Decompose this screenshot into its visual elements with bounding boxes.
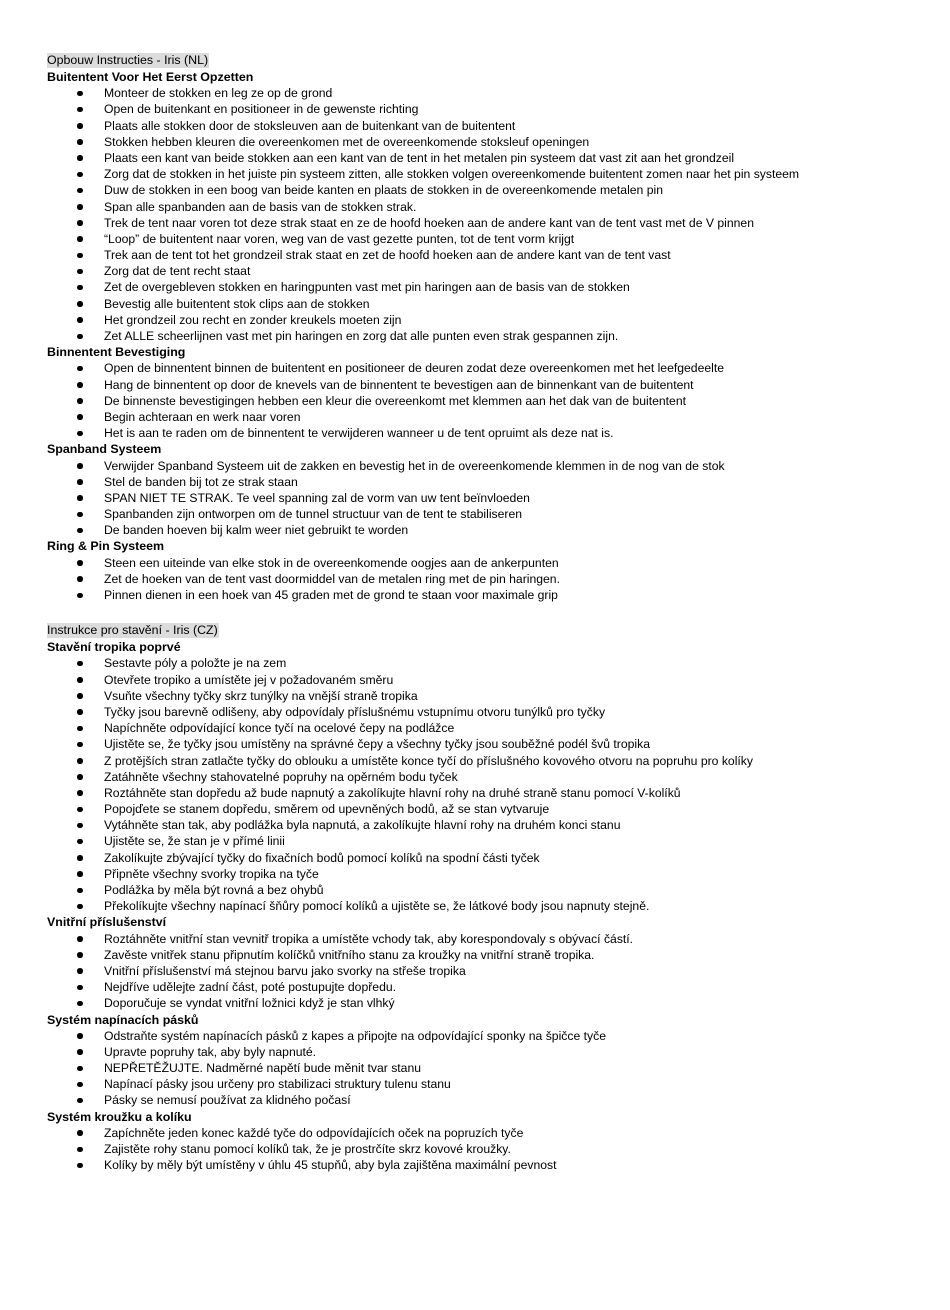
list-item [47, 833, 927, 849]
list-item [47, 587, 927, 603]
bullet-list [47, 1125, 927, 1174]
list-item [47, 555, 927, 571]
bullet-icon [77, 758, 83, 764]
list-item [47, 882, 927, 898]
bullet-icon [77, 1066, 83, 1072]
bullet-icon [77, 726, 83, 732]
bullet-icon [77, 985, 83, 991]
bullet-icon [77, 269, 83, 275]
subsection-heading: Binnentent Bevestiging [47, 345, 186, 360]
list-item-text: Popojďete se stanem dopředu, směrem od upevněných bodů, až se stan vytvaruje [104, 802, 550, 817]
list-item-text: Otevřete tropiko a umístěte jej v požadovaném směru [104, 672, 394, 687]
list-item-text: Trek aan de tent tot het grondzeil strak staat en zet de hoofd hoeken aan de andere kant van de tent vast [104, 248, 671, 263]
list-item-text: Z protějších stran zatlačte tyčky do oblouku a umístěte konce tyčí do příslušného kovového otvoru na popruhu pro kolíky [104, 753, 753, 768]
list-item-text: “Loop” de buitentent naar voren, weg van de vast gezette punten, tot de tent vorm krijgt [104, 231, 575, 246]
list-item-text: Open de buitenkant en positioneer in de gewenste richting [104, 102, 419, 117]
list-item [47, 736, 927, 752]
list-item-text: Sestavte póly a položte je na zem [104, 656, 287, 671]
list-item-text: Duw de stokken in een boog van beide kanten en plaats de stokken in de overeenkomende metalen pin [104, 183, 663, 198]
list-item-text: Připněte všechny svorky tropika na tyče [104, 866, 319, 881]
list-item-text: Napínací pásky jsou určeny pro stabilizaci struktury tulenu stanu [104, 1077, 451, 1092]
list-item-text: Span alle spanbanden aan de basis van de stokken strak. [104, 199, 417, 214]
list-item-text: Zorg dat de stokken in het juiste pin systeem zitten, alle stokken volgen overeenkomende buitentent zomen naar het pin systeem [104, 167, 800, 182]
list-item-text: Zakolíkujte zbývající tyčky do fixačních bodů pomocí kolíků na spodní části tyček [104, 850, 540, 865]
list-item-text: Monteer de stokken en leg ze op de grond [104, 86, 333, 101]
bullet-icon [77, 512, 83, 518]
bullet-icon [77, 431, 83, 437]
list-item-text: Stel de banden bij tot ze strak staan [104, 474, 298, 489]
list-item [47, 215, 927, 231]
list-item [47, 166, 927, 182]
section-title: Opbouw Instructies - Iris (NL) [47, 53, 209, 67]
bullet-icon [77, 204, 83, 210]
list-item-text: Hang de binnentent op door de knevels van de binnentent te bevestigen aan de binnenkant van de buitentent [104, 377, 694, 392]
bullet-icon [77, 839, 83, 845]
list-item [47, 785, 927, 801]
list-item [47, 522, 927, 538]
bullet-list [47, 360, 927, 441]
list-item-text: Překolíkujte všechny napínací šňůry pomocí kolíků a ujistěte se, že látkové body jsou napnuty stejně. [104, 899, 650, 914]
list-item [47, 1060, 927, 1076]
list-item [47, 931, 927, 947]
bullet-icon [77, 91, 83, 97]
list-item-text: Begin achteraan en werk naar voren [104, 409, 301, 424]
bullet-icon [77, 1001, 83, 1007]
list-item [47, 1141, 927, 1157]
subsection-heading: Buitentent Voor Het Eerst Opzetten [47, 70, 254, 84]
subsection-heading: Systém kroužku a kolíku [47, 1109, 192, 1124]
list-item [47, 1092, 927, 1108]
bullet-icon [77, 382, 83, 388]
section-title: Instrukce pro stavění - Iris (CZ) [47, 623, 218, 638]
list-item [47, 150, 927, 166]
bullet-icon [77, 1098, 83, 1104]
list-item [47, 947, 927, 963]
list-item-text: Zet de hoeken van de tent vast doormiddel van de metalen ring met de pin haringen. [104, 571, 560, 586]
list-item-text: Zatáhněte všechny stahovatelné popruhy na opěrném bodu tyček [104, 769, 458, 784]
list-item-text: Zavěste vnitřek stanu připnutím kolíčků vnitřního stanu za kroužky na vnitřní straně tropika. [104, 947, 595, 962]
bullet-icon [77, 1163, 83, 1169]
bullet-icon [77, 172, 83, 178]
list-item [47, 1125, 927, 1141]
list-item-text: Roztáhněte vnitřní stan vevnitř tropika a umístěte vchody tak, aby korespondovaly s obývací částí. [104, 931, 634, 946]
bullet-list [47, 85, 927, 344]
bullet-icon [77, 139, 83, 145]
list-item [47, 506, 927, 522]
bullet-icon [77, 1082, 83, 1088]
list-item [47, 409, 927, 425]
bullet-icon [77, 871, 83, 877]
list-item-text: Nejdříve udělejte zadní část, poté postupujte dopředu. [104, 980, 397, 995]
bullet-icon [77, 155, 83, 161]
list-item [47, 360, 927, 376]
bullet-icon [77, 366, 83, 372]
list-item [47, 490, 927, 506]
bullet-icon [77, 560, 83, 566]
list-item [47, 1076, 927, 1092]
list-item-text: Ujistěte se, že tyčky jsou umístěny na správné čepy a všechny tyčky jsou souběžné podél švů tropika [104, 737, 650, 752]
list-item-text: Zet ALLE scheerlijnen vast met pin haringen en zorg dat alle punten even strak gespannen zijn. [104, 329, 619, 343]
list-item-text: Zajistěte rohy stanu pomocí kolíků tak, že je prostrčíte skrz kovové kroužky. [104, 1142, 511, 1156]
list-item-text: NEPŘETĚŽUJTE. Nadměrné napětí bude měnit tvar stanu [104, 1061, 422, 1076]
list-item-text: Zorg dat de tent recht staat [104, 264, 251, 279]
list-item-text: Vnitřní příslušenství má stejnou barvu jako svorky na střeše tropika [104, 963, 466, 978]
bullet-icon [77, 1147, 83, 1153]
list-item-text: SPAN NIET TE STRAK. Te veel spanning zal de vorm van uw tent beïnvloeden [104, 490, 530, 505]
list-item-text: Vsuňte všechny tyčky skrz tunýlky na vnější straně tropika [104, 688, 418, 703]
bullet-icon [77, 790, 83, 796]
bullet-icon [77, 253, 83, 259]
list-item-text: Stokken hebben kleuren die overeenkomen met de overeenkomende stoksleuf openingen [104, 134, 590, 149]
list-item-text: Steen een uiteinde van elke stok in de overeenkomende oogjes aan de ankerpunten [104, 555, 559, 570]
bullet-icon [77, 709, 83, 715]
list-item [47, 199, 927, 215]
bullet-icon [77, 398, 83, 404]
list-item-text: Napíchněte odpovídající konce tyčí na ocelové čepy na podlážce [104, 721, 455, 736]
bullet-icon [77, 774, 83, 780]
bullet-icon [77, 888, 83, 894]
list-item-text: Open de binnentent binnen de buitentent en positioneer de deuren zodat deze overeenkomen met het leefgedeelte [104, 361, 724, 376]
bullet-icon [77, 1049, 83, 1055]
list-item [47, 753, 927, 769]
list-item-text: Plaats alle stokken door de stoksleuven aan de buitenkant van de buitentent [104, 118, 516, 133]
bullet-icon [77, 823, 83, 829]
list-item-text: De binnenste bevestigingen hebben een kleur die overeenkomt met klemmen aan het dak van de buitentent [104, 393, 687, 408]
list-item [47, 801, 927, 817]
bullet-icon [77, 855, 83, 861]
list-item [47, 312, 927, 328]
list-item [47, 1028, 927, 1044]
list-item [47, 1044, 927, 1060]
subsection-heading: Systém napínacích pásků [47, 1012, 199, 1027]
list-item-text: Tyčky jsou barevně odlišeny, aby odpovídaly příslušnému vstupnímu otvoru tunýlků pro tyčky [104, 704, 606, 719]
list-item-text: Trek de tent naar voren tot deze strak staat en ze de hoofd hoeken aan de andere kant van de tent vast met de V pinnen [104, 215, 754, 230]
list-item-text: Zet de overgebleven stokken en haringpunten vast met pin haringen aan de basis van de stokken [104, 280, 630, 295]
bullet-icon [77, 220, 83, 226]
instruction-section [47, 51, 927, 603]
list-item [47, 688, 927, 704]
list-item-text: Het grondzeil zou recht en zonder kreukels moeten zijn [104, 312, 402, 327]
bullet-icon [77, 285, 83, 291]
list-item-text: Verwijder Spanband Systeem uit de zakken en bevestig het in de overeenkomende klemmen in de nog van de stok [104, 458, 725, 473]
bullet-icon [77, 904, 83, 910]
list-item [47, 571, 927, 587]
list-item [47, 231, 927, 247]
list-item [47, 393, 927, 409]
bullet-list [47, 931, 927, 1012]
bullet-icon [77, 576, 83, 582]
bullet-icon [77, 677, 83, 683]
bullet-icon [77, 693, 83, 699]
subsection-heading: Ring & Pin Systeem [47, 539, 165, 554]
bullet-icon [77, 528, 83, 534]
list-item-text: Vytáhněte stan tak, aby podlážka byla napnutá, a zakolíkujte hlavní rohy na druhém konci stanu [104, 818, 621, 833]
list-item [47, 263, 927, 279]
list-item-text: Zapíchněte jeden konec každé tyče do odpovídajících oček na popruzích tyče [104, 1125, 524, 1140]
list-item [47, 101, 927, 117]
bullet-icon [77, 661, 83, 667]
list-item-text: Bevestig alle buitentent stok clips aan de stokken [104, 296, 370, 311]
list-item [47, 458, 927, 474]
document-page [47, 51, 927, 1173]
list-item-text: De banden hoeven bij kalm weer niet gebruikt te worden [104, 523, 409, 538]
list-item [47, 279, 927, 295]
bullet-icon [77, 107, 83, 113]
list-item [47, 704, 927, 720]
bullet-icon [77, 123, 83, 129]
bullet-list [47, 655, 927, 914]
subsection-heading: Stavění tropika poprvé [47, 640, 181, 655]
list-item [47, 296, 927, 312]
list-item-text: Het is aan te raden om de binnentent te verwijderen wanneer u de tent opruimt als deze nat is. [104, 426, 614, 441]
bullet-list [47, 1028, 927, 1109]
list-item [47, 1157, 927, 1173]
bullet-icon [77, 742, 83, 748]
bullet-icon [77, 463, 83, 469]
subsection-heading: Spanband Systeem [47, 442, 162, 457]
bullet-icon [77, 334, 83, 340]
bullet-icon [77, 301, 83, 307]
list-item [47, 328, 927, 344]
bullet-list [47, 458, 927, 539]
list-item-text: Spanbanden zijn ontworpen om de tunnel structuur van de tent te stabiliseren [104, 507, 523, 522]
list-item-text: Pásky se nemusí používat za klidného počasí [104, 1093, 351, 1108]
list-item [47, 474, 927, 490]
list-item-text: Pinnen dienen in een hoek van 45 graden met de grond te staan voor maximale grip [104, 588, 558, 602]
list-item [47, 425, 927, 441]
subsection-heading: Vnitřní příslušenství [47, 915, 167, 930]
bullet-icon [77, 952, 83, 958]
list-item [47, 769, 927, 785]
list-item [47, 377, 927, 393]
list-item [47, 720, 927, 736]
bullet-icon [77, 479, 83, 485]
list-item-text: Odstraňte systém napínacích pásků z kapes a připojte na odpovídající sponky na špičce tyče [104, 1028, 606, 1043]
list-item [47, 898, 927, 914]
bullet-icon [77, 1130, 83, 1136]
list-item-text: Ujistěte se, že stan je v přímé linii [104, 834, 285, 849]
bullet-icon [77, 317, 83, 323]
list-item [47, 963, 927, 979]
list-item-text: Doporučuje se vyndat vnitřní ložnici když je stan vlhký [104, 996, 395, 1011]
list-item [47, 118, 927, 134]
bullet-icon [77, 807, 83, 813]
bullet-icon [77, 968, 83, 974]
bullet-icon [77, 936, 83, 942]
bullet-list [47, 555, 927, 604]
list-item [47, 182, 927, 198]
bullet-icon [77, 495, 83, 501]
list-item [47, 995, 927, 1011]
bullet-icon [77, 188, 83, 194]
list-item [47, 817, 927, 833]
list-item [47, 247, 927, 263]
list-item-text: Podlážka by měla být rovná a bez ohybů [104, 883, 324, 897]
list-item [47, 672, 927, 688]
instruction-section [47, 621, 927, 1173]
list-item [47, 85, 927, 101]
bullet-icon [77, 414, 83, 420]
list-item [47, 655, 927, 671]
list-item [47, 979, 927, 995]
list-item [47, 866, 927, 882]
list-item-text: Kolíky by měly být umístěny v úhlu 45 stupňů, aby byla zajištěna maximální pevnost [104, 1158, 557, 1173]
list-item [47, 134, 927, 150]
bullet-icon [77, 1033, 83, 1039]
list-item-text: Roztáhněte stan dopředu až bude napnutý a zakolíkujte hlavní rohy na druhé straně stanu pomocí V-kolíků [104, 785, 681, 800]
bullet-icon [77, 593, 83, 599]
list-item-text: Plaats een kant van beide stokken aan een kant van de tent in het metalen pin systeem dat vast zit aan het grondzeil [104, 150, 735, 165]
bullet-icon [77, 236, 83, 242]
list-item [47, 850, 927, 866]
list-item-text: Upravte popruhy tak, aby byly napnuté. [104, 1044, 317, 1059]
